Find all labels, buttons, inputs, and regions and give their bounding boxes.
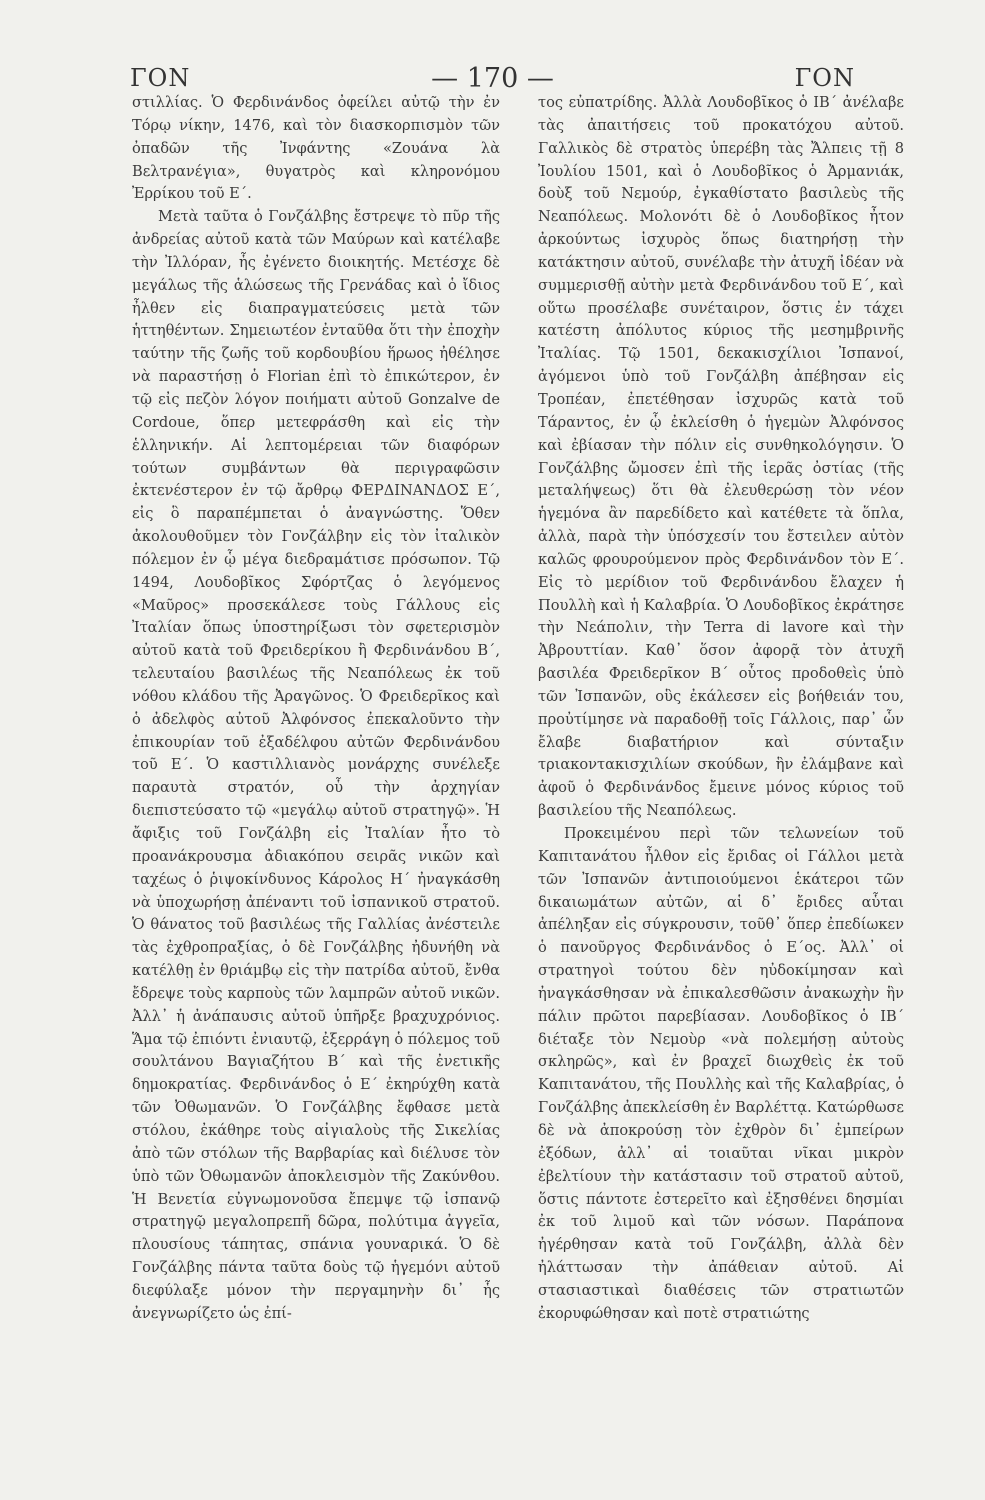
running-head-right: ΓΟΝ (794, 64, 855, 92)
left-column (132, 92, 500, 1326)
running-head-left: ΓΟΝ (130, 64, 191, 92)
paragraph: στιλλίας. Ὁ Φερδινάνδος ὀφείλει αὐτῷ τὴν ἐν Τόρῳ νίκην, 1476, καὶ τὸν διασκορπισμὸν τῶν ὀπαδῶν τῆς Ἰνφάντης «Ζουάνα λὰ Βελτρανέγια», θυγατρὸς καὶ κληρονόμου Ἐρρίκου τοῦ Ε΄. (132, 94, 500, 203)
paragraph: Προκειμένου περὶ τῶν τελωνείων τοῦ Καπιτανάτου ἦλθον εἰς ἔριδας οἱ Γάλλοι μετὰ τῶν Ἰσπανῶν ἀντιποιούμενοι ἑκάτεροι τῶν δικαιωμάτων αὐτῶν, αἱ δ᾽ ἔριδες αὗται ἀπέληξαν εἰς σύγκρουσιν, τοῦθ᾽ ὅπερ ἐπεδίωκεν ὁ πανοῦργος Φερδινάνδος ὁ Ε΄ος. Ἀλλ᾽ οἱ στρατηγοὶ τούτου δὲν ηὐδοκίμησαν καὶ ἠναγκάσθησαν νὰ ἐπικαλεσθῶσιν ἀνακωχὴν ἣν πάλιν πρῶτοι παρεβίασαν. Λουδοβῖκος ὁ ΙΒ΄ διέταξε τὸν Νεμοὺρ «νὰ πολεμήσῃ αὐτοὺς σκληρῶς», καὶ ἐν βραχεῖ διωχθεὶς ἐκ τοῦ Καπιτανάτου, τῆς Πουλλὴς καὶ τῆς Καλαβρίας, ὁ Γονζάλβης ἀπεκλείσθη ἐν Βαρλέττᾳ. Κατώρθωσε δὲ νὰ ἀποκρούσῃ τὸν ἐχθρὸν δι᾽ ἐμπείρων ἐξόδων, ἀλλ᾽ αἱ τοιαῦται νῖκαι μικρὸν ἐβελτίουν τὴν κατάστασιν τοῦ στρατοῦ αὐτοῦ, ὅστις πάντοτε ἐστερεῖτο καὶ ἐξησθένει δησμίαι ἐκ τοῦ λιμοῦ καὶ τῶν νόσων. Παράπονα ἠγέρθησαν κατὰ τοῦ Γονζάλβη, ἀλλὰ δὲν ἠλάττωσαν τὴν ἀπάθειαν αὐτοῦ. Αἱ στασιαστικαὶ διαθέσεις τῶν στρατιωτῶν ἐκορυφώθησαν καὶ ποτὲ στρατιώτης (538, 825, 904, 1322)
paragraph: τος εὐπατρίδης. Ἀλλὰ Λουδοβῖκος ὁ ΙΒ΄ ἀνέλαβε τὰς ἀπαιτήσεις τοῦ προκατόχου αὐτοῦ. Γαλλικὸς δὲ στρατὸς ὑπερέβη τὰς Ἄλπεις τῇ 8 Ἰουλίου 1501, καὶ ὁ Λουδοβῖκος ὁ Ἀρμανιάκ, δοὺξ τοῦ Νεμούρ, ἐγκαθίστατο βασιλεὺς τῆς Νεαπόλεως. Μολονότι δὲ ὁ Λουδοβῖκος ἦτον ἀρκούντως ἰσχυρὸς ὅπως διατηρήσῃ τὴν κατάκτησιν αὐτοῦ, συνέλαβε τὴν ἀτυχῆ ἰδέαν νὰ συμμερισθῇ αὐτὴν μετὰ Φερδινάνδου τοῦ Ε΄, καὶ οὕτω προσέλαβε συνέταιρον, ὅστις ἐν τάχει κατέστη ἀπόλυτος κύριος τῆς μεσημβρινῆς Ἰταλίας. Τῷ 1501, δεκακισχίλιοι Ἰσπανοί, ἀγόμενοι ὑπὸ τοῦ Γονζάλβη ἀπέβησαν εἰς Τροπέαν, ἐπετέθησαν ἰσχυρῶς κατὰ τοῦ Τάραντος, ἐν ᾧ ἐκλείσθη ὁ ἡγεμὼν Ἀλφόνσος καὶ ἐβίασαν τὴν πόλιν εἰς συνθηκολόγησιν. Ὁ Γονζάλβης ὤμοσεν ἐπὶ τῆς ἱερᾶς ὀστίας (τῆς μεταλήψεως) ὅτι θὰ ἐλευθερώσῃ τὸν νέον ἡγεμόνα ἂν παρεδίδετο καὶ κατέθετε τὰ ὅπλα, ἀλλὰ, παρὰ τὴν ὑπόσχεσίν του ἔστειλεν αὐτὸν καλῶς φρουρούμενον πρὸς Φερδινάνδον τὸν Ε΄. Εἰς τὸ μερίδιον τοῦ Φερδινάνδου ἔλαχεν ἡ Πουλλὴ καὶ ἡ Καλαβρία. Ὁ Λουδοβῖκος ἐκράτησε τὴν Νεάπολιν, τὴν Terra di lavore καὶ τὴν Ἀβρουττίαν. Καθ᾽ ὅσον ἀφορᾷ τὸν ἀτυχῆ βασιλέα Φρειδερῖκον Β΄ οὗτος προδοθεὶς ὑπὸ τῶν Ἰσπανῶν, οὓς ἐκάλεσεν εἰς βοήθειάν του, προὐτίμησε νὰ παραδοθῇ τοῖς Γάλλοις, παρ᾽ ὧν ἔλαβε διαβατήριον καὶ σύνταξιν τριακοντακισχιλίων σκούδων, ἣν ἐλάμβανε καὶ ἀφοῦ ὁ Φερδινάνδος ἔμεινε μόνος κύριος τοῦ βασιλείου τῆς Νεαπόλεως. (538, 94, 904, 820)
page-header (130, 60, 855, 96)
page-number: — 170 — (431, 62, 554, 94)
paragraph: Μετὰ ταῦτα ὁ Γονζάλβης ἔστρεψε τὸ πῦρ τῆς ἀνδρείας αὐτοῦ κατὰ τῶν Μαύρων καὶ κατέλαβε τὴν Ἰλλόραν, ἧς ἐγένετο διοικητής. Μετέσχε δὲ μεγάλως τῆς ἁλώσεως τῆς Γρενάδας καὶ ὁ ἴδιος ἦλθεν εἰς διαπραγματεύσεις μετὰ τῶν ἡττηθέντων. Σημειωτέον ἐνταῦθα ὅτι τὴν ἐποχὴν ταύτην τῆς ζωῆς τοῦ κορδουβίου ἥρωος ἠθέλησε νὰ παραστήσῃ ὁ Florian ἐπὶ τὸ ἐπικώτερον, ἐν τῷ εἰς πεζὸν λόγον ποιήματι αὐτοῦ Gonzalve de Cordoue, ὅπερ μετεφράσθη καὶ εἰς τὴν ἑλληνικήν. Αἱ λεπτομέρειαι τῶν διαφόρων τούτων συμβάντων θὰ περιγραφῶσιν ἐκτενέστερον ἐν τῷ ἄρθρῳ ΦΕΡΔΙΝΑΝΔΟΣ Ε΄, εἰς ὃ παραπέμπεται ὁ ἀναγνώστης. Ὅθεν ἀκολουθοῦμεν τὸν Γονζάλβην εἰς τὸν ἰταλικὸν πόλεμον ἐν ᾧ μέγα διεδραμάτισε πρόσωπον. Τῷ 1494, Λουδοβῖκος Σφόρτζας ὁ λεγόμενος «Μαῦρος» προσεκάλεσε τοὺς Γάλλους εἰς Ἰταλίαν ὅπως ὑποστηρίξωσι τὸν σφετερισμὸν αὐτοῦ κατὰ τοῦ Φρειδερίκου ἢ Φερδινάνδου Β΄, τελευταίου βασιλέως τῆς Νεαπόλεως ἐκ τοῦ νόθου κλάδου τῆς Ἀραγῶνος. Ὁ Φρειδερῖκος καὶ ὁ ἀδελφὸς αὐτοῦ Ἀλφόνσος ἐπεκαλοῦντο τὴν ἐπικουρίαν τοῦ ἐξαδέλφου αὐτῶν Φερδινάνδου τοῦ Ε΄. Ὁ καστιλλιανὸς μονάρχης συνέλεξε παραυτὰ στρατόν, οὗ τὴν ἀρχηγίαν διεπιστεύσατο τῷ «μεγάλῳ αὐτοῦ στρατηγῷ». Ἡ ἄφιξις τοῦ Γονζάλβη εἰς Ἰταλίαν ἦτο τὸ προανάκρουσμα ἀδιακόπου σειρᾶς νικῶν καὶ ταχέως ὁ ῥιψοκίνδυνος Κάρολος Η΄ ἠναγκάσθη νὰ ὑποχωρήσῃ ἀπέναντι τοῦ ἰσπανικοῦ στρατοῦ. Ὁ θάνατος τοῦ βασιλέως τῆς Γαλλίας ἀνέστειλε τὰς ἐχθροπραξίας, ὁ δὲ Γονζάλβης ἠδυνήθη νὰ κατέλθῃ ἐν θριάμβῳ εἰς τὴν πατρίδα αὐτοῦ, ἔνθα ἔδρεψε τοὺς καρποὺς τῶν λαμπρῶν αὐτοῦ νικῶν. Ἀλλ᾽ ἡ ἀνάπαυσις αὐτοῦ ὑπῆρξε βραχυχρόνιος. Ἅμα τῷ ἐπιόντι ἐνιαυτῷ, ἐξερράγη ὁ πόλεμος τοῦ σουλτάνου Βαγιαζήτου Β΄ καὶ τῆς ἐνετικῆς δημοκρατίας. Φερδινάνδος ὁ Ε΄ ἐκηρύχθη κατὰ τῶν Ὀθωμανῶν. Ὁ Γονζάλβης ἔφθασε μετὰ στόλου, ἐκάθηρε τοὺς αἰγιαλοὺς τῆς Σικελίας ἀπὸ τῶν στόλων τῆς Βαρβαρίας καὶ διέλυσε τὸν ὑπὸ τῶν Ὀθωμανῶν ἀποκλεισμὸν τῆς Ζακύνθου. Ἡ Βενετία εὐγνωμονοῦσα ἔπεμψε τῷ ἰσπανῷ στρατηγῷ μεγαλοπρεπῆ δῶρα, πολύτιμα ἀγγεῖα, πλουσίους τάπητας, σπάνια γουναρικά. Ὁ δὲ Γονζάλβης πάντα ταῦτα δοὺς τῷ ἡγεμόνι αὐτοῦ διεφύλαξε μόνον τὴν περγαμηνὴν δι᾽ ἧς ἀνεγνωρίζετο ὡς ἐπί- (132, 208, 500, 1322)
right-column (538, 92, 904, 1326)
